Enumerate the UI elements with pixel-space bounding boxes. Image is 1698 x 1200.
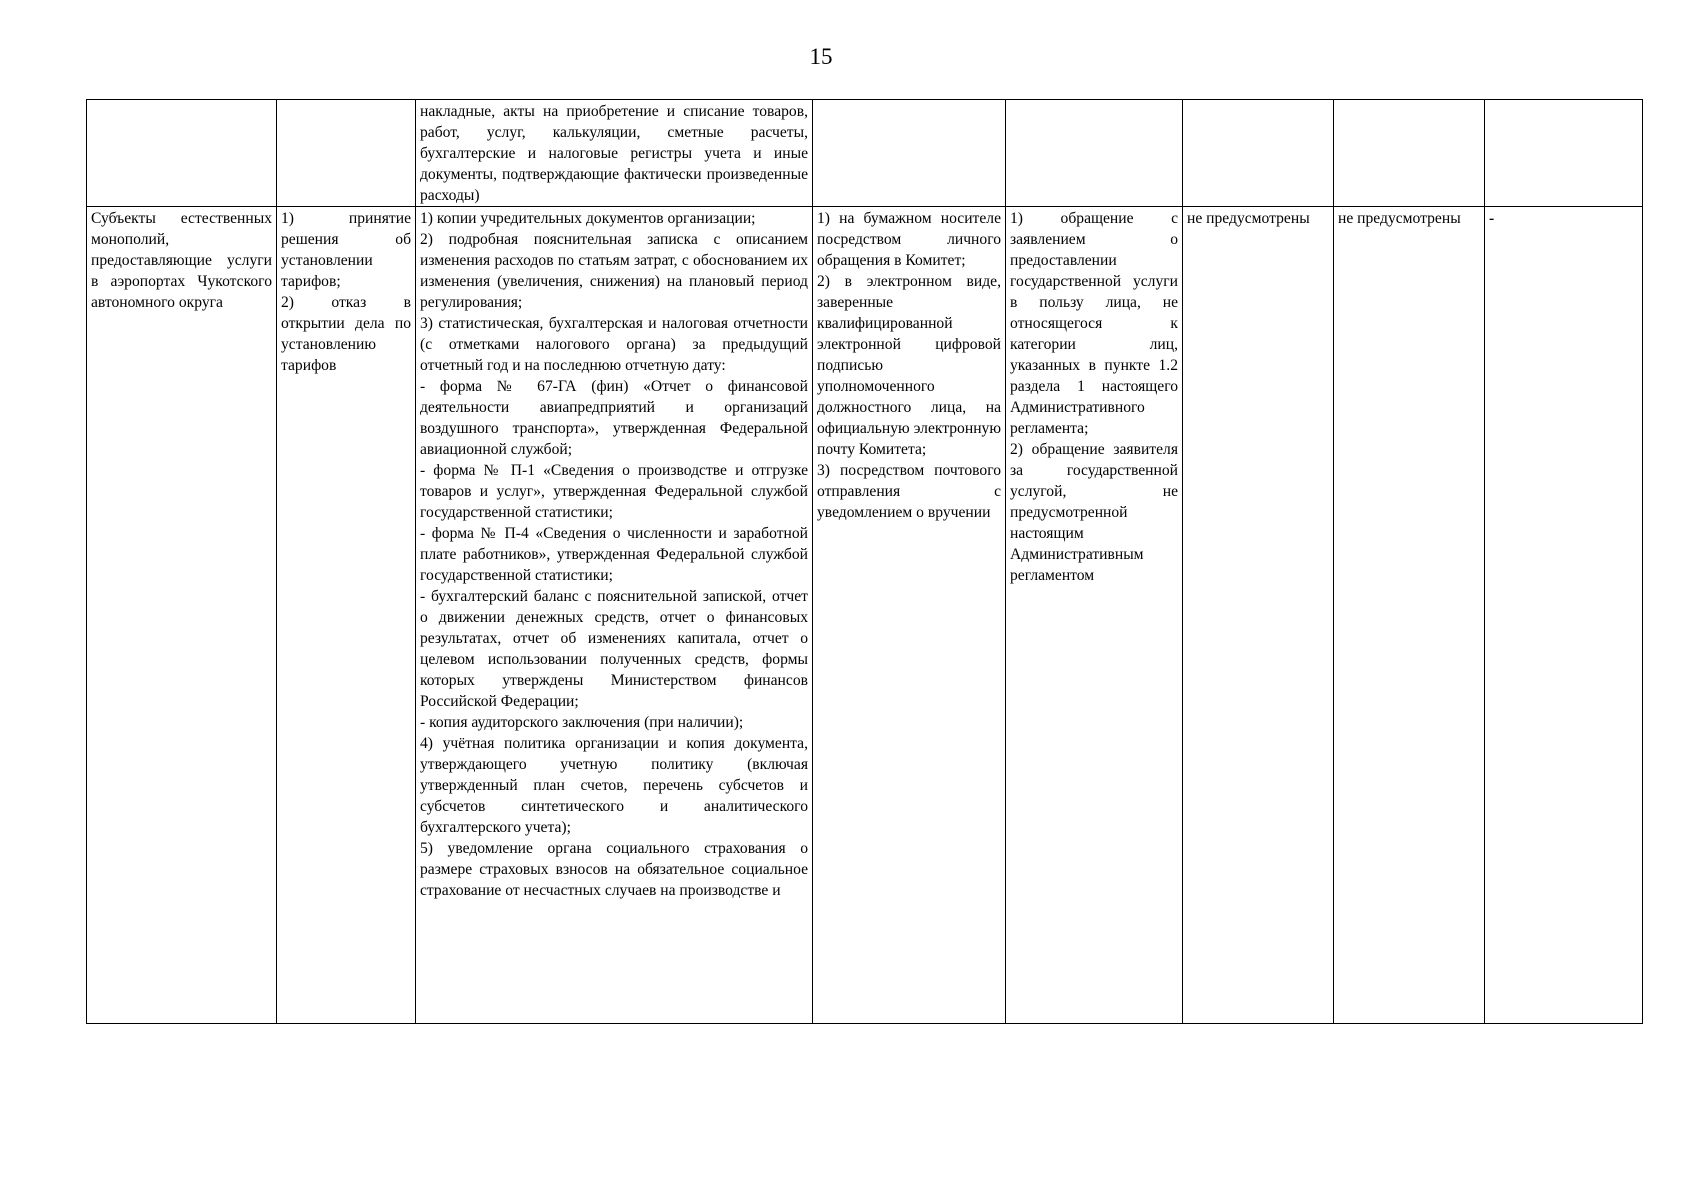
document-item: 5) уведомление органа социального страхования о размере страховых взносов на обязательное социальное страхование от несчастных случаев на производстве и	[420, 840, 808, 899]
table-row	[87, 100, 1643, 207]
table-cell	[813, 100, 1006, 207]
table-cell	[1334, 100, 1485, 207]
not-provided-cell: не предусмотрены	[1334, 207, 1485, 1024]
table-row	[87, 207, 1643, 1024]
submission-method-cell	[813, 207, 1006, 1024]
result-item: 2) отказ в открытии дела по установлению тарифов	[281, 294, 411, 374]
document-subitem: - форма № П-1 «Сведения о производстве и отгрузке товаров и услуг», утвержденная Федеральной службой государственной статистики;	[420, 462, 808, 521]
document-item: 1) копии учредительных документов организации;	[420, 210, 756, 227]
regulation-table	[86, 99, 1643, 1024]
dash-cell: -	[1485, 207, 1643, 1024]
refusal-ground-item: 2) обращение заявителя за государственной услугой, не предусмотренной настоящим Административным регламентом	[1010, 441, 1178, 584]
document-subitem: - бухгалтерский баланс с пояснительной запиской, отчет о движении денежных средств, отчет о финансовых результатах, отчет об изменениях капитала, отчет о целевом использовании полученных средств, формы которых утверждены Министерством финансов Российской Федерации;	[420, 588, 808, 710]
document-subitem: - форма № П-4 «Сведения о численности и заработной плате работников», утвержденная Федеральной службой государственной статистики;	[420, 525, 808, 584]
document-subitem: - форма № 67-ГА (фин) «Отчет о финансовой деятельности авиапредприятий и организаций воздушного транспорта», утвержденная Федеральной авиационной службой;	[420, 378, 808, 458]
document-subitem: - копия аудиторского заключения (при наличии);	[420, 714, 744, 731]
documents-cell	[416, 207, 813, 1024]
result-cell	[277, 207, 416, 1024]
document-item: 2) подробная пояснительная записка с описанием изменения расходов по статьям затрат, с обоснованием их изменения (увеличения, снижения) на плановый период регулирования;	[420, 231, 808, 311]
table-cell	[87, 100, 277, 207]
refusal-grounds-cell	[1006, 207, 1183, 1024]
not-provided-cell: не предусмотрены	[1183, 207, 1334, 1024]
submission-method-item: 2) в электронном виде, заверенные квалифицированной электронной цифровой подписью уполномоченного должностного лица, на официальную электронную почту Комитета;	[817, 273, 1001, 458]
table-cell	[277, 100, 416, 207]
submission-method-item: 1) на бумажном носителе посредством личного обращения в Комитет;	[817, 210, 1001, 269]
result-item: 1) принятие решения об установлении тарифов;	[281, 210, 411, 290]
table-cell	[1485, 100, 1643, 207]
page-number: 15	[809, 44, 833, 69]
refusal-ground-item: 1) обращение с заявлением о предоставлении государственной услуги в пользу лица, не относящегося к категории лиц, указанных в пункте 1.2 раздела 1 настоящего Административного регламента;	[1010, 210, 1178, 437]
document-item: 4) учётная политика организации и копия документа, утверждающего учетную политику (включая утвержденный план счетов, перечень субсчетов и субсчетов синтетического и аналитического бухгалтерского учета);	[420, 735, 808, 836]
submission-method-item: 3) посредством почтового отправления с уведомлением о вручении	[817, 462, 1001, 521]
table-cell	[1183, 100, 1334, 207]
table-cell	[1006, 100, 1183, 207]
applicant-category-cell: Субъекты естественных монополий, предоставляющие услуги в аэропортах Чукотского автономного округа	[87, 207, 277, 1024]
document-item: 3) статистическая, бухгалтерская и налоговая отчетности (с отметками налогового органа) за предыдущий отчетный год и на последнюю отчетную дату:	[420, 315, 808, 374]
documents-cell-continued: накладные, акты на приобретение и списание товаров, работ, услуг, калькуляции, сметные расчеты, бухгалтерские и налоговые регистры учета и иные документы, подтверждающие фактически произведенные расходы)	[416, 100, 813, 207]
